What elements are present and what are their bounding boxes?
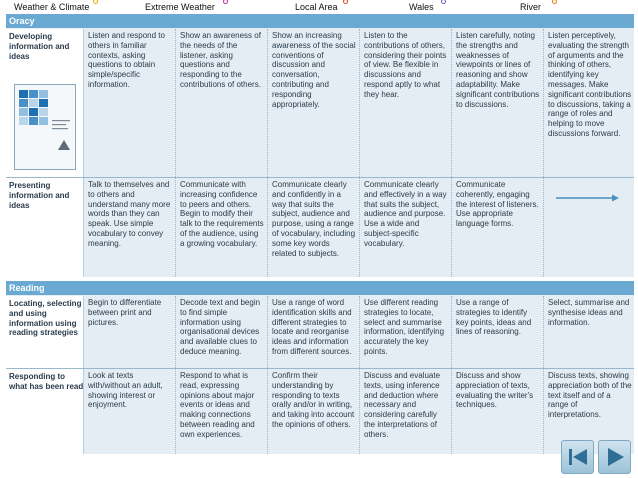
table-cell	[84, 296, 176, 368]
row-label-cell	[6, 178, 84, 277]
nav-tab-extreme-weather[interactable]: Extreme Weather	[145, 2, 215, 12]
table-cell	[268, 178, 360, 277]
cell-text: Discuss texts, showing appreciation both of the text itself and of a range of interpretations.	[548, 371, 632, 420]
table-cell	[176, 29, 268, 177]
cell-text: Confirm their understanding by responding to texts orally and/or in writing, and taking into account the opinions of others.	[272, 371, 355, 429]
row-label: Responding to what has been read	[9, 372, 84, 391]
oracy-row-developing	[6, 29, 634, 177]
cell-text: Use different reading strategies to locate, select and summarise information, identifying accurately the key points.	[364, 298, 445, 356]
table-cell	[268, 29, 360, 177]
row-label-cell	[6, 296, 84, 368]
next-button[interactable]	[598, 440, 631, 474]
table-cell	[360, 178, 452, 277]
table-cell	[176, 178, 268, 277]
reading-row-responding	[6, 369, 634, 454]
cell-text: Begin to differentiate between print and pictures.	[88, 298, 162, 327]
cell-text: Listen carefully, noting the strengths and weaknesses of viewpoints or lines of reasoning and show adaptability. Make significant contributions to discussions.	[456, 31, 540, 109]
reading-panel	[6, 281, 634, 454]
table-cell	[360, 369, 452, 454]
table-cell	[452, 178, 544, 277]
cell-text: Use a range of word identification skills and different strategies to locate and reorganise ideas and information from different sources.	[272, 298, 352, 356]
table-cell	[360, 296, 452, 368]
table-cell	[84, 369, 176, 454]
cell-text: Communicate clearly and effectively in a way that suits the subject, audience and purpose. Use a wide and subject-specific vocabulary.	[364, 180, 447, 248]
table-cell	[544, 296, 634, 368]
table-cell	[544, 29, 634, 177]
previous-button[interactable]	[561, 440, 594, 474]
row-label: Presenting information and ideas	[9, 181, 70, 210]
table-cell	[268, 369, 360, 454]
cell-text: Communicate clearly and confidently in a way that suits the subject, audience and purpose, using a range of vocabulary, including some key words related to subjects.	[272, 180, 356, 258]
table-cell	[452, 296, 544, 368]
cell-text: Discuss and show appreciation of texts, evaluating the writer's techniques.	[456, 371, 534, 410]
tab-dot-icon	[343, 0, 348, 4]
cell-text: Show an increasing awareness of the social conventions of discussion and conversation, contributing and responding appropriately.	[272, 31, 356, 109]
cell-text: Look at texts with/without an adult, showing interest or enjoyment.	[88, 371, 163, 410]
reading-section-header: Reading	[6, 281, 634, 295]
tab-dot-icon	[93, 0, 98, 4]
cell-text: Listen perceptively, evaluating the strength of arguments and the thinking of others, identifying key messages. Make significant contributions to discussions, taking a range of roles and helping to move discussions forward.	[548, 31, 632, 138]
row-label-cell	[6, 29, 84, 177]
nav-tab-local-area[interactable]: Local Area	[295, 2, 338, 12]
cell-text: Communicate coherently, engaging the interest of listeners. Use appropriate language forms.	[456, 180, 539, 229]
nav-tab-wales[interactable]: Wales	[409, 2, 434, 12]
table-cell	[268, 296, 360, 368]
oracy-row-presenting	[6, 178, 634, 277]
cell-text: Use a range of strategies to identify key points, ideas and lines of reasoning.	[456, 298, 532, 337]
play-next-icon	[599, 441, 630, 473]
cell-text: Discuss and evaluate texts, using inference and deduction where necessary and considering carefully the interpretations of others.	[364, 371, 441, 439]
row-label: Developing information and ideas	[9, 32, 70, 61]
cell-text: Listen to the contributions of others, considering their points of view. Be flexible in discussions and respond aptly to what they hear.	[364, 31, 447, 99]
row-label: Locating, selecting and using information using reading strategies	[9, 299, 82, 338]
cell-text: Select, summarise and synthesise ideas and information.	[548, 298, 630, 327]
tab-dot-icon	[223, 0, 228, 4]
nav-tab-weather-climate[interactable]: Weather & Climate	[14, 2, 90, 12]
oracy-section-header: Oracy	[6, 14, 634, 28]
table-cell	[84, 29, 176, 177]
table-cell	[84, 178, 176, 277]
cell-text: Talk to themselves and to others and understand many more words than they can speak. Use simple vocabulary to convey meaning.	[88, 180, 171, 248]
tab-dot-icon	[552, 0, 557, 4]
table-cell	[452, 369, 544, 454]
table-cell	[176, 296, 268, 368]
table-cell	[544, 178, 634, 277]
tab-dot-icon	[441, 0, 446, 4]
reading-row-locating	[6, 296, 634, 368]
top-navigation	[0, 0, 638, 14]
oracy-panel	[6, 14, 634, 277]
table-cell	[176, 369, 268, 454]
skip-back-icon	[562, 441, 593, 473]
cell-text: Communicate with increasing confidence to peers and others. Begin to modify their talk to the requirements of the audience, using a growing vocabulary.	[180, 180, 264, 248]
document-cover-icon	[14, 84, 76, 170]
nav-tab-river[interactable]: River	[520, 2, 542, 12]
cell-text: Listen and respond to others in familiar contexts, asking questions to obtain simple/specific information.	[88, 31, 165, 89]
table-cell	[360, 29, 452, 177]
table-cell	[452, 29, 544, 177]
cell-text: Decode text and begin to find simple information using organisational devices and available clues to deduce meaning.	[180, 298, 261, 356]
cell-text: Show an awareness of the needs of the listener, asking questions and responding to the contributions of others.	[180, 31, 261, 89]
continuation-arrow-icon	[556, 194, 620, 202]
cell-text: Respond to what is read, expressing opinions about major events or ideas and making connections between reading and own experiences.	[180, 371, 255, 439]
row-label-cell	[6, 369, 84, 454]
